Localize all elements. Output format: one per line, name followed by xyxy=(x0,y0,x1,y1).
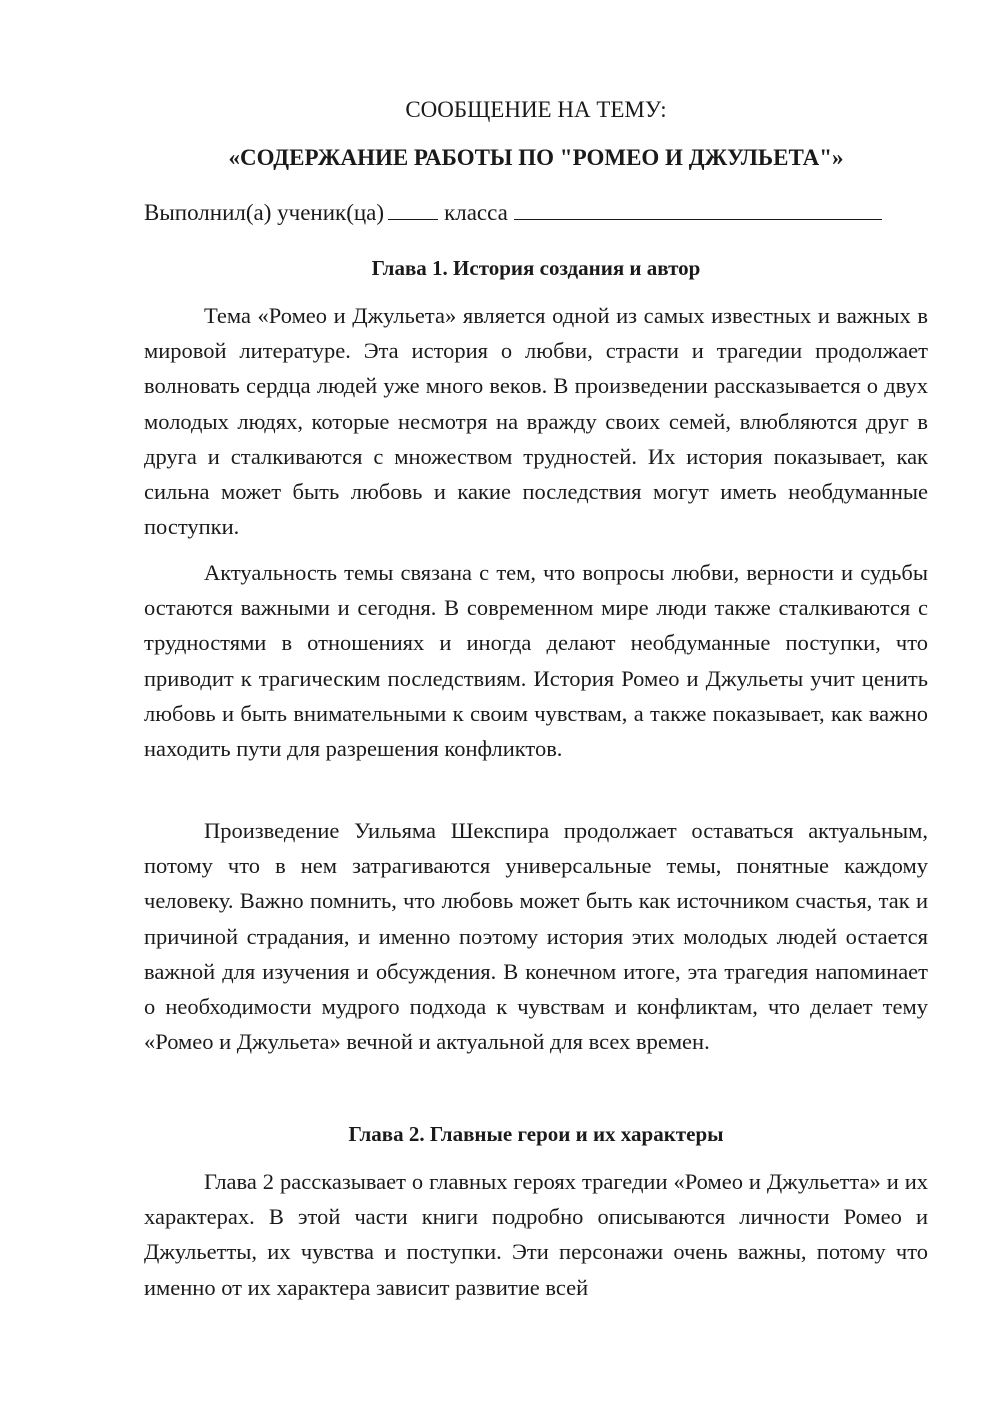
chapter-1-paragraph-1: Тема «Ромео и Джульета» является одной из самых известных и важных в мировой литературе. Эта история о любви, страсти и трагедии продолжает волновать сердца людей уже много веков. В произведении рассказывается о двух молодых людях, которые несмотря на вражду своих семей, влюбляются друг в друга и сталкиваются с множеством трудностей. Их история показывает, как сильна может быть любовь и какие последствия могут иметь необдуманные поступки. xyxy=(144,303,928,540)
document-title-line-2: «СОДЕРЖАНИЕ РАБОТЫ ПО "РОМЕО И ДЖУЛЬЕТА"» xyxy=(228,145,844,170)
document-title-line-1: СООБЩЕНИЕ НА ТЕМУ: xyxy=(405,97,667,122)
chapter-1-paragraph-3: Произведение Уильяма Шекспира продолжает оставаться актуальным, потому что в нем затрагиваются универсальные темы, понятные каждому человеку. Важно помнить, что любовь может быть как источником счастья, так и причиной страдания, и именно поэтому история этих молодых людей остается важной для изучения и обсуждения. В конечном итоге, эта трагедия напоминает о необходимости мудрого подхода к чувствам и конфликтам, что делает тему «Ромео и Джульета» вечной и актуальной для всех времен. xyxy=(144,818,928,1055)
chapter-2-heading: Глава 2. Главные герои и их характеры xyxy=(348,1122,724,1146)
author-prefix: Выполнил(а) ученик(ца) xyxy=(144,200,385,225)
chapter-2-paragraph-1: Глава 2 рассказывает о главных героях трагедии «Ромео и Джульетта» и их характерах. В этой части книги подробно описываются личности Ромео и Джульетты, их чувства и поступки. Эти персонажи очень важны, потому что именно от их характера зависит развитие всей xyxy=(144,1169,928,1300)
chapter-1-heading: Глава 1. История создания и автор xyxy=(371,256,701,280)
school-blank-field xyxy=(514,197,882,220)
author-line xyxy=(144,197,928,229)
author-class-word: класса xyxy=(444,200,508,225)
grade-blank-field xyxy=(388,197,438,220)
chapter-1-paragraph-2: Актуальность темы связана с тем, что вопросы любви, верности и судьбы остаются важными и сегодня. В современном мире люди также сталкиваются с трудностями в отношениях и иногда делают необдуманные поступки, что приводит к трагическим последствиям. История Ромео и Джульеты учит ценить любовь и быть внимательными к своим чувствам, а также показывает, как важно находить пути для разрешения конфликтов. xyxy=(144,560,928,762)
